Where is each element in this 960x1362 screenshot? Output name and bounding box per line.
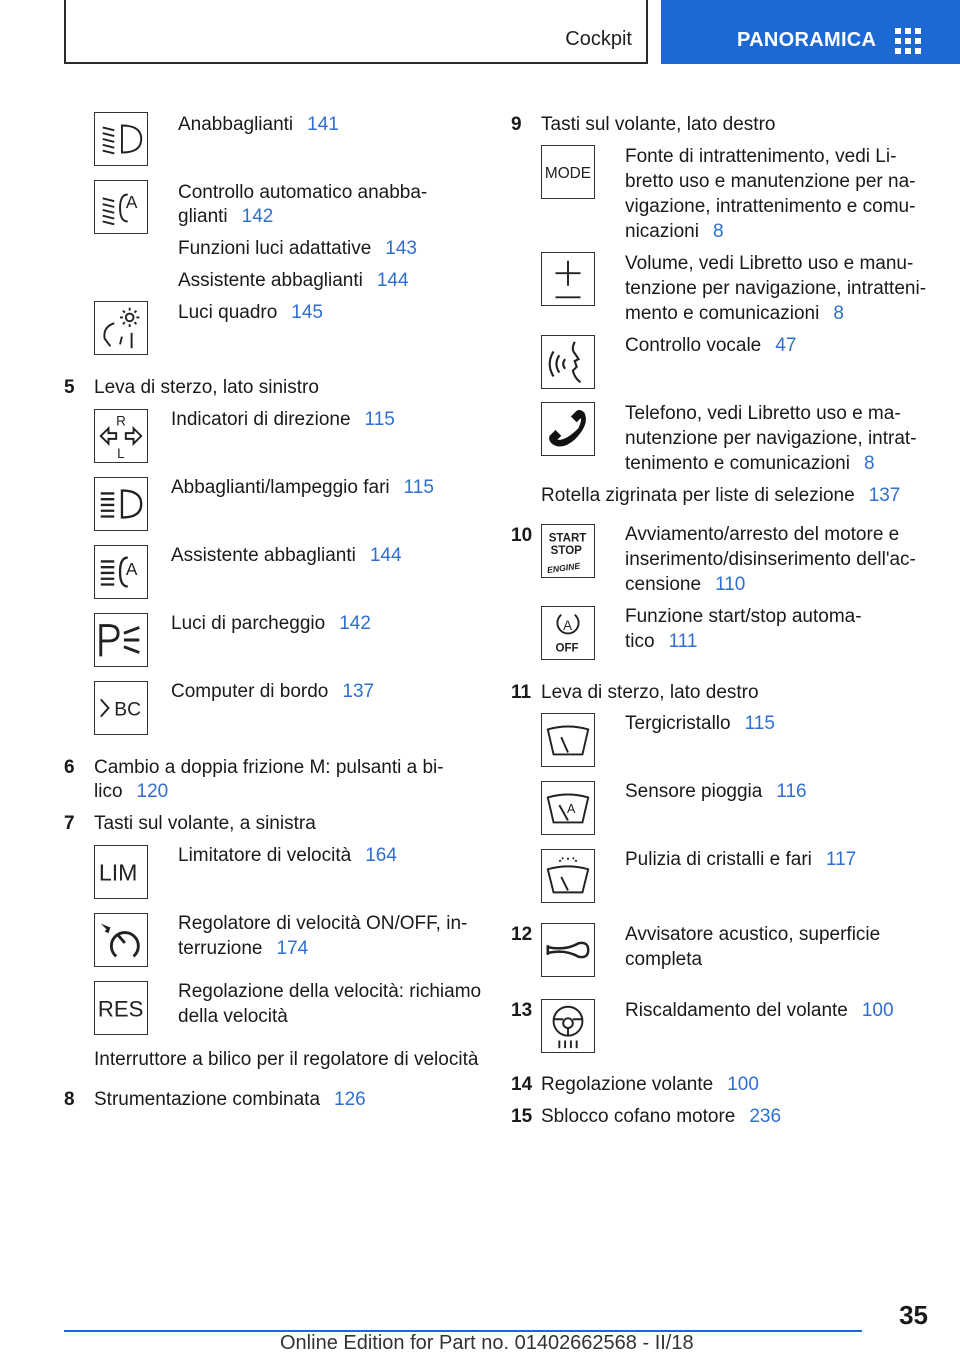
row-voice-control: Controllo vocale 47: [625, 335, 797, 356]
auto-low-beam-icon: [94, 180, 148, 234]
icon-letter-a: A: [125, 558, 138, 579]
page-ref[interactable]: 141: [307, 114, 339, 135]
page-ref[interactable]: 137: [868, 485, 901, 506]
page-ref[interactable]: 8: [833, 303, 844, 324]
item-number: 12: [511, 924, 533, 945]
row-engine-1: Avviamento/arresto del motore e: [625, 524, 900, 545]
row-rocker-switch: Interruttore a bilico per il regolatore di velocità: [94, 1049, 479, 1070]
steering-wheel-heating-icon: [541, 999, 595, 1053]
washer-icon: [541, 849, 595, 903]
row-engine-2: inserimento/disinserimento dell'ac-: [625, 549, 916, 570]
phone-icon: [541, 402, 595, 456]
icon-bc-label: BC: [114, 699, 142, 721]
item-number: 11: [511, 682, 532, 703]
item-title: Tasti sul volante, lato destro: [541, 114, 776, 135]
page-ref[interactable]: 47: [775, 335, 797, 356]
item-title: Leva di sterzo, lato destro: [541, 682, 759, 703]
page-ref[interactable]: 111: [668, 631, 698, 652]
row-phone-2: nutenzione per navigazione, intrat-: [625, 428, 917, 449]
row-mode-4: nicazioni 8: [625, 221, 724, 242]
header-section-box: [64, 0, 648, 64]
page-ref[interactable]: 126: [334, 1089, 366, 1110]
page-number: 35: [899, 1300, 928, 1330]
icon-start-label: START: [548, 532, 587, 545]
page-ref[interactable]: 117: [825, 849, 857, 870]
instrument-lights-icon: [94, 301, 148, 355]
icon-letter-l: L: [117, 446, 125, 462]
horn-icon: [541, 923, 595, 977]
turn-signal-icon: [94, 409, 148, 463]
icon-engine-label: ENGINE: [546, 560, 581, 576]
page-ref[interactable]: 120: [136, 781, 169, 802]
item-number: 13: [511, 1000, 533, 1021]
row-cruise-control-2: terruzione 174: [178, 938, 309, 959]
item-number: 5: [64, 377, 75, 398]
row-mode-2: bretto uso e manutenzione per na-: [625, 171, 916, 192]
icon-lim-label: LIM: [98, 859, 138, 886]
row-adaptive-lights: Funzioni luci adattative 143: [178, 238, 417, 259]
row-steering-adjust: Regolazione volante 100: [541, 1074, 759, 1095]
row-phone-1: Telefono, vedi Libretto uso e ma-: [625, 403, 901, 424]
row-horn-2: completa: [625, 949, 703, 970]
item-number: 9: [511, 114, 522, 135]
row-auto-start-stop-2: tico 111: [625, 631, 698, 652]
page-ref[interactable]: 100: [727, 1074, 759, 1095]
row-washers: Pulizia di cristalli e fari 117: [625, 849, 857, 870]
low-beam-icon: [94, 112, 148, 166]
row-high-beam-assistant-2: Assistente abbaglianti 144: [171, 545, 402, 566]
auto-start-stop-icon: [541, 606, 595, 660]
high-beam-assistant-icon: [94, 545, 148, 599]
row-turn-signals: Indicatori di direzione 115: [171, 409, 395, 430]
row-auto-low-beam-1: Controllo automatico anabba-: [178, 182, 428, 203]
row-phone-3: tenimento e comunicazioni 8: [625, 453, 875, 474]
row-rain-sensor: Sensore pioggia 116: [625, 781, 807, 802]
speed-limiter-icon: [94, 845, 148, 899]
icon-letter-a: A: [125, 191, 138, 212]
row-hood-release: Sblocco cofano motore 236: [541, 1106, 782, 1127]
page-ref[interactable]: 115: [744, 713, 775, 734]
item-title: Leva di sterzo, lato sinistro: [94, 377, 319, 398]
page-ref[interactable]: 143: [385, 238, 417, 259]
item-number: 8: [64, 1089, 75, 1110]
footer-edition: Online Edition for Part no. 01402662568 - II/18: [280, 1332, 694, 1354]
row-resume-speed-1: Regolazione della velocità: richiamo: [178, 981, 482, 1002]
wiper-icon: [541, 713, 595, 767]
page-ref[interactable]: 115: [403, 477, 434, 498]
row-instrument-cluster: Strumentazione combinata 126: [94, 1089, 366, 1110]
page-ref[interactable]: 8: [863, 453, 875, 474]
resume-speed-icon: [94, 981, 148, 1035]
item-number: 10: [511, 525, 533, 546]
item-number: 14: [511, 1074, 533, 1095]
page-ref[interactable]: 164: [365, 845, 397, 866]
row-wipers: Tergicristallo 115: [625, 713, 775, 734]
row-volume-1: Volume, vedi Libretto uso e manu-: [625, 253, 914, 274]
rain-sensor-icon: [541, 781, 595, 835]
row-high-beam: Abbaglianti/lampeggio fari 115: [171, 477, 434, 498]
voice-control-icon: [541, 335, 595, 389]
page-ref[interactable]: 144: [369, 545, 402, 566]
page-ref[interactable]: 142: [339, 613, 371, 634]
icon-letter-a: A: [563, 618, 573, 634]
row-low-beam: Anabbaglianti 141: [178, 114, 339, 135]
item-number: 6: [64, 757, 75, 778]
item-number: 7: [64, 813, 75, 834]
page-ref[interactable]: 236: [749, 1106, 782, 1127]
row-horn-1: Avvisatore acustico, superficie: [625, 924, 881, 945]
row-resume-speed-2: della velocità: [178, 1006, 288, 1027]
row-mode-3: vigazione, intrattenimento e comu-: [625, 196, 916, 217]
row-steering-heating: Riscaldamento del volante 100: [625, 1000, 894, 1021]
row-engine-3: censione 110: [625, 574, 746, 595]
page-ref[interactable]: 8: [712, 221, 724, 242]
high-beam-icon: [94, 477, 148, 531]
page-ref[interactable]: 144: [376, 270, 409, 291]
panoramica-tab[interactable]: [661, 0, 960, 64]
page-ref[interactable]: 100: [861, 1000, 894, 1021]
parking-lights-icon: [94, 613, 148, 667]
page-ref[interactable]: 110: [715, 574, 746, 595]
icon-mode-label: MODE: [544, 164, 592, 182]
row-instrument-lights: Luci quadro 145: [178, 302, 323, 323]
row-volume-3: mento e comunicazioni 8: [625, 303, 844, 324]
panoramica-label: PANORAMICA: [737, 29, 877, 51]
row-auto-start-stop-1: Funzione start/stop automa-: [625, 606, 862, 627]
row-auto-low-beam-2: glianti 142: [178, 206, 274, 227]
row-thumbwheel: Rotella zigrinata per liste di selezione 137: [541, 485, 901, 506]
icon-letter-a: A: [567, 801, 576, 816]
grid-menu-icon: [895, 28, 921, 54]
row-cruise-control-1: Regolatore di velocità ON/OFF, in-: [178, 913, 468, 934]
icon-stop-label: STOP: [550, 544, 582, 557]
row-mode-1: Fonte di intrattenimento, vedi Li-: [625, 146, 897, 167]
mode-button-icon: [541, 145, 595, 199]
icon-off-label: OFF: [555, 642, 579, 655]
icon-letter-r: R: [116, 413, 126, 429]
page-ref[interactable]: 137: [342, 681, 375, 702]
item-title: Tasti sul volante, a sinistra: [94, 813, 316, 834]
page-ref[interactable]: 142: [241, 206, 274, 227]
item-number: 15: [511, 1106, 533, 1127]
item-title-cont: lico 120: [94, 781, 169, 802]
row-parking-lights: Luci di parcheggio 142: [171, 613, 371, 634]
item-title: Cambio a doppia frizione M: pulsanti a bi-: [94, 757, 444, 778]
page-ref[interactable]: 174: [276, 938, 309, 959]
row-onboard-computer: Computer di bordo 137: [171, 681, 375, 702]
row-speed-limiter: Limitatore di velocità 164: [178, 845, 397, 866]
page-ref[interactable]: 116: [776, 781, 807, 802]
row-high-beam-assistant: Assistente abbaglianti 144: [178, 270, 409, 291]
volume-icon: [541, 252, 595, 306]
start-stop-engine-icon: [541, 524, 595, 578]
header-section-title: Cockpit: [565, 28, 632, 50]
page-ref[interactable]: 145: [291, 302, 323, 323]
cruise-control-icon: [94, 913, 148, 967]
row-volume-2: tenzione per navigazione, intratteni-: [625, 278, 927, 299]
page-ref[interactable]: 115: [364, 409, 395, 430]
icon-res-label: RES: [97, 996, 144, 1022]
onboard-computer-icon: [94, 681, 148, 735]
